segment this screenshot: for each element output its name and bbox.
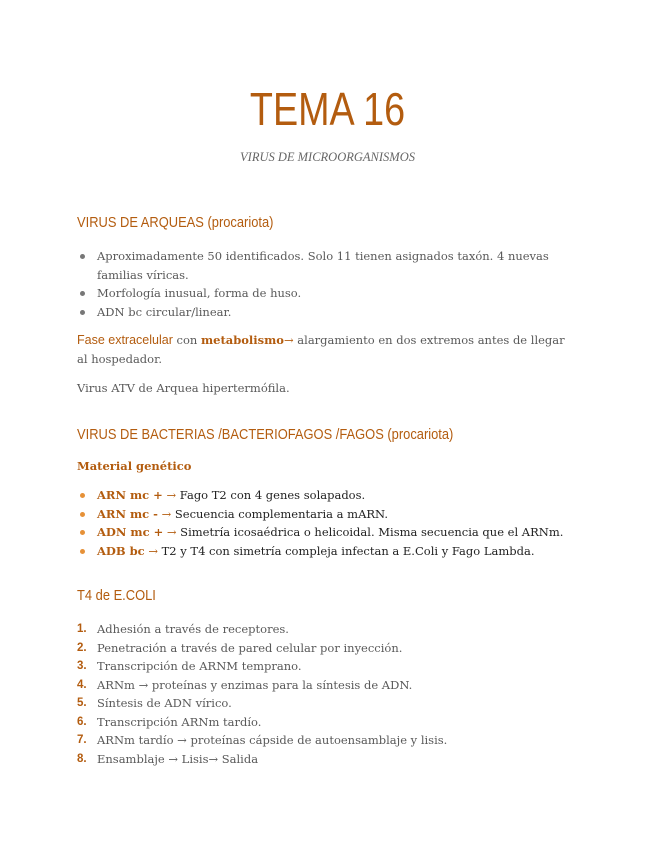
list-item: 4. ARNm → proteínas y enzimas para la síntesis de ADN. bbox=[77, 677, 413, 692]
bullet-icon bbox=[80, 512, 85, 517]
section-heading-archaea: VIRUS DE ARQUEAS (procariota) bbox=[77, 214, 274, 231]
list-item: ADN mc + → Simetría icosaédrica o helicoidal. Misma secuencia que el ARNm. bbox=[97, 523, 567, 542]
bullet-icon bbox=[80, 493, 85, 498]
arrow-icon: → bbox=[283, 333, 294, 347]
list-item: ADN bc circular/linear. bbox=[97, 303, 567, 322]
list-item: Morfología inusual, forma de huso. bbox=[97, 284, 567, 303]
list-item: 6. Transcripción ARNm tardío. bbox=[77, 714, 262, 729]
bullet-icon bbox=[80, 549, 85, 554]
list-item: ADB bc → T2 y T4 con simetría compleja infectan a E.Coli y Fago Lambda. bbox=[97, 542, 567, 561]
section-heading-bacteria: VIRUS DE BACTERIAS /BACTERIOFAGOS /FAGOS (procariota) bbox=[77, 426, 454, 443]
list-item: Aproximadamente 50 identificados. Solo 11 tienen asignados taxón. 4 nuevas familias víricas. bbox=[97, 247, 567, 284]
paragraph-extracellular-phase: Fase extracelular con metabolismo→ alargamiento en dos extremos antes de llegar al hospedador. bbox=[77, 333, 565, 366]
list-item: 3. Transcripción de ARNM temprano. bbox=[77, 659, 302, 673]
term-metabolism: metabolismo bbox=[200, 333, 284, 347]
list-item: 5. Síntesis de ADN vírico. bbox=[77, 696, 232, 710]
page-title: TEMA 16 bbox=[249, 83, 406, 135]
term-extracellular-phase: Fase extracelular bbox=[77, 333, 173, 347]
subheading-genetic-material: Material genético bbox=[77, 459, 192, 473]
t4-steps-list bbox=[77, 620, 567, 768]
bullet-icon bbox=[80, 310, 85, 315]
section-heading-t4: T4 de E.COLI bbox=[77, 587, 156, 604]
genetic-material-list bbox=[97, 486, 567, 560]
paragraph-atv-virus: Virus ATV de Arquea hipertermófila. bbox=[77, 381, 290, 395]
list-item: ARN mc + → Fago T2 con 4 genes solapados. bbox=[97, 486, 567, 505]
list-item: 7. ARNm tardío → proteínas cápside de autoensamblaje y lisis. bbox=[77, 733, 448, 747]
bullet-icon bbox=[80, 530, 85, 535]
list-item: 8. Ensamblaje → Lisis→ Salida bbox=[77, 751, 259, 766]
bullet-icon bbox=[80, 254, 85, 259]
list-item: 2. Penetración a través de pared celular por inyección. bbox=[77, 640, 403, 655]
list-item: ARN mc - → Secuencia complementaria a mARN. bbox=[97, 505, 567, 524]
list-item: 1. Adhesión a través de receptores. bbox=[77, 622, 289, 636]
archaea-bullet-list bbox=[97, 247, 567, 321]
bullet-icon bbox=[80, 291, 85, 296]
page-subtitle: VIRUS DE MICROORGANISMOS bbox=[240, 150, 415, 164]
